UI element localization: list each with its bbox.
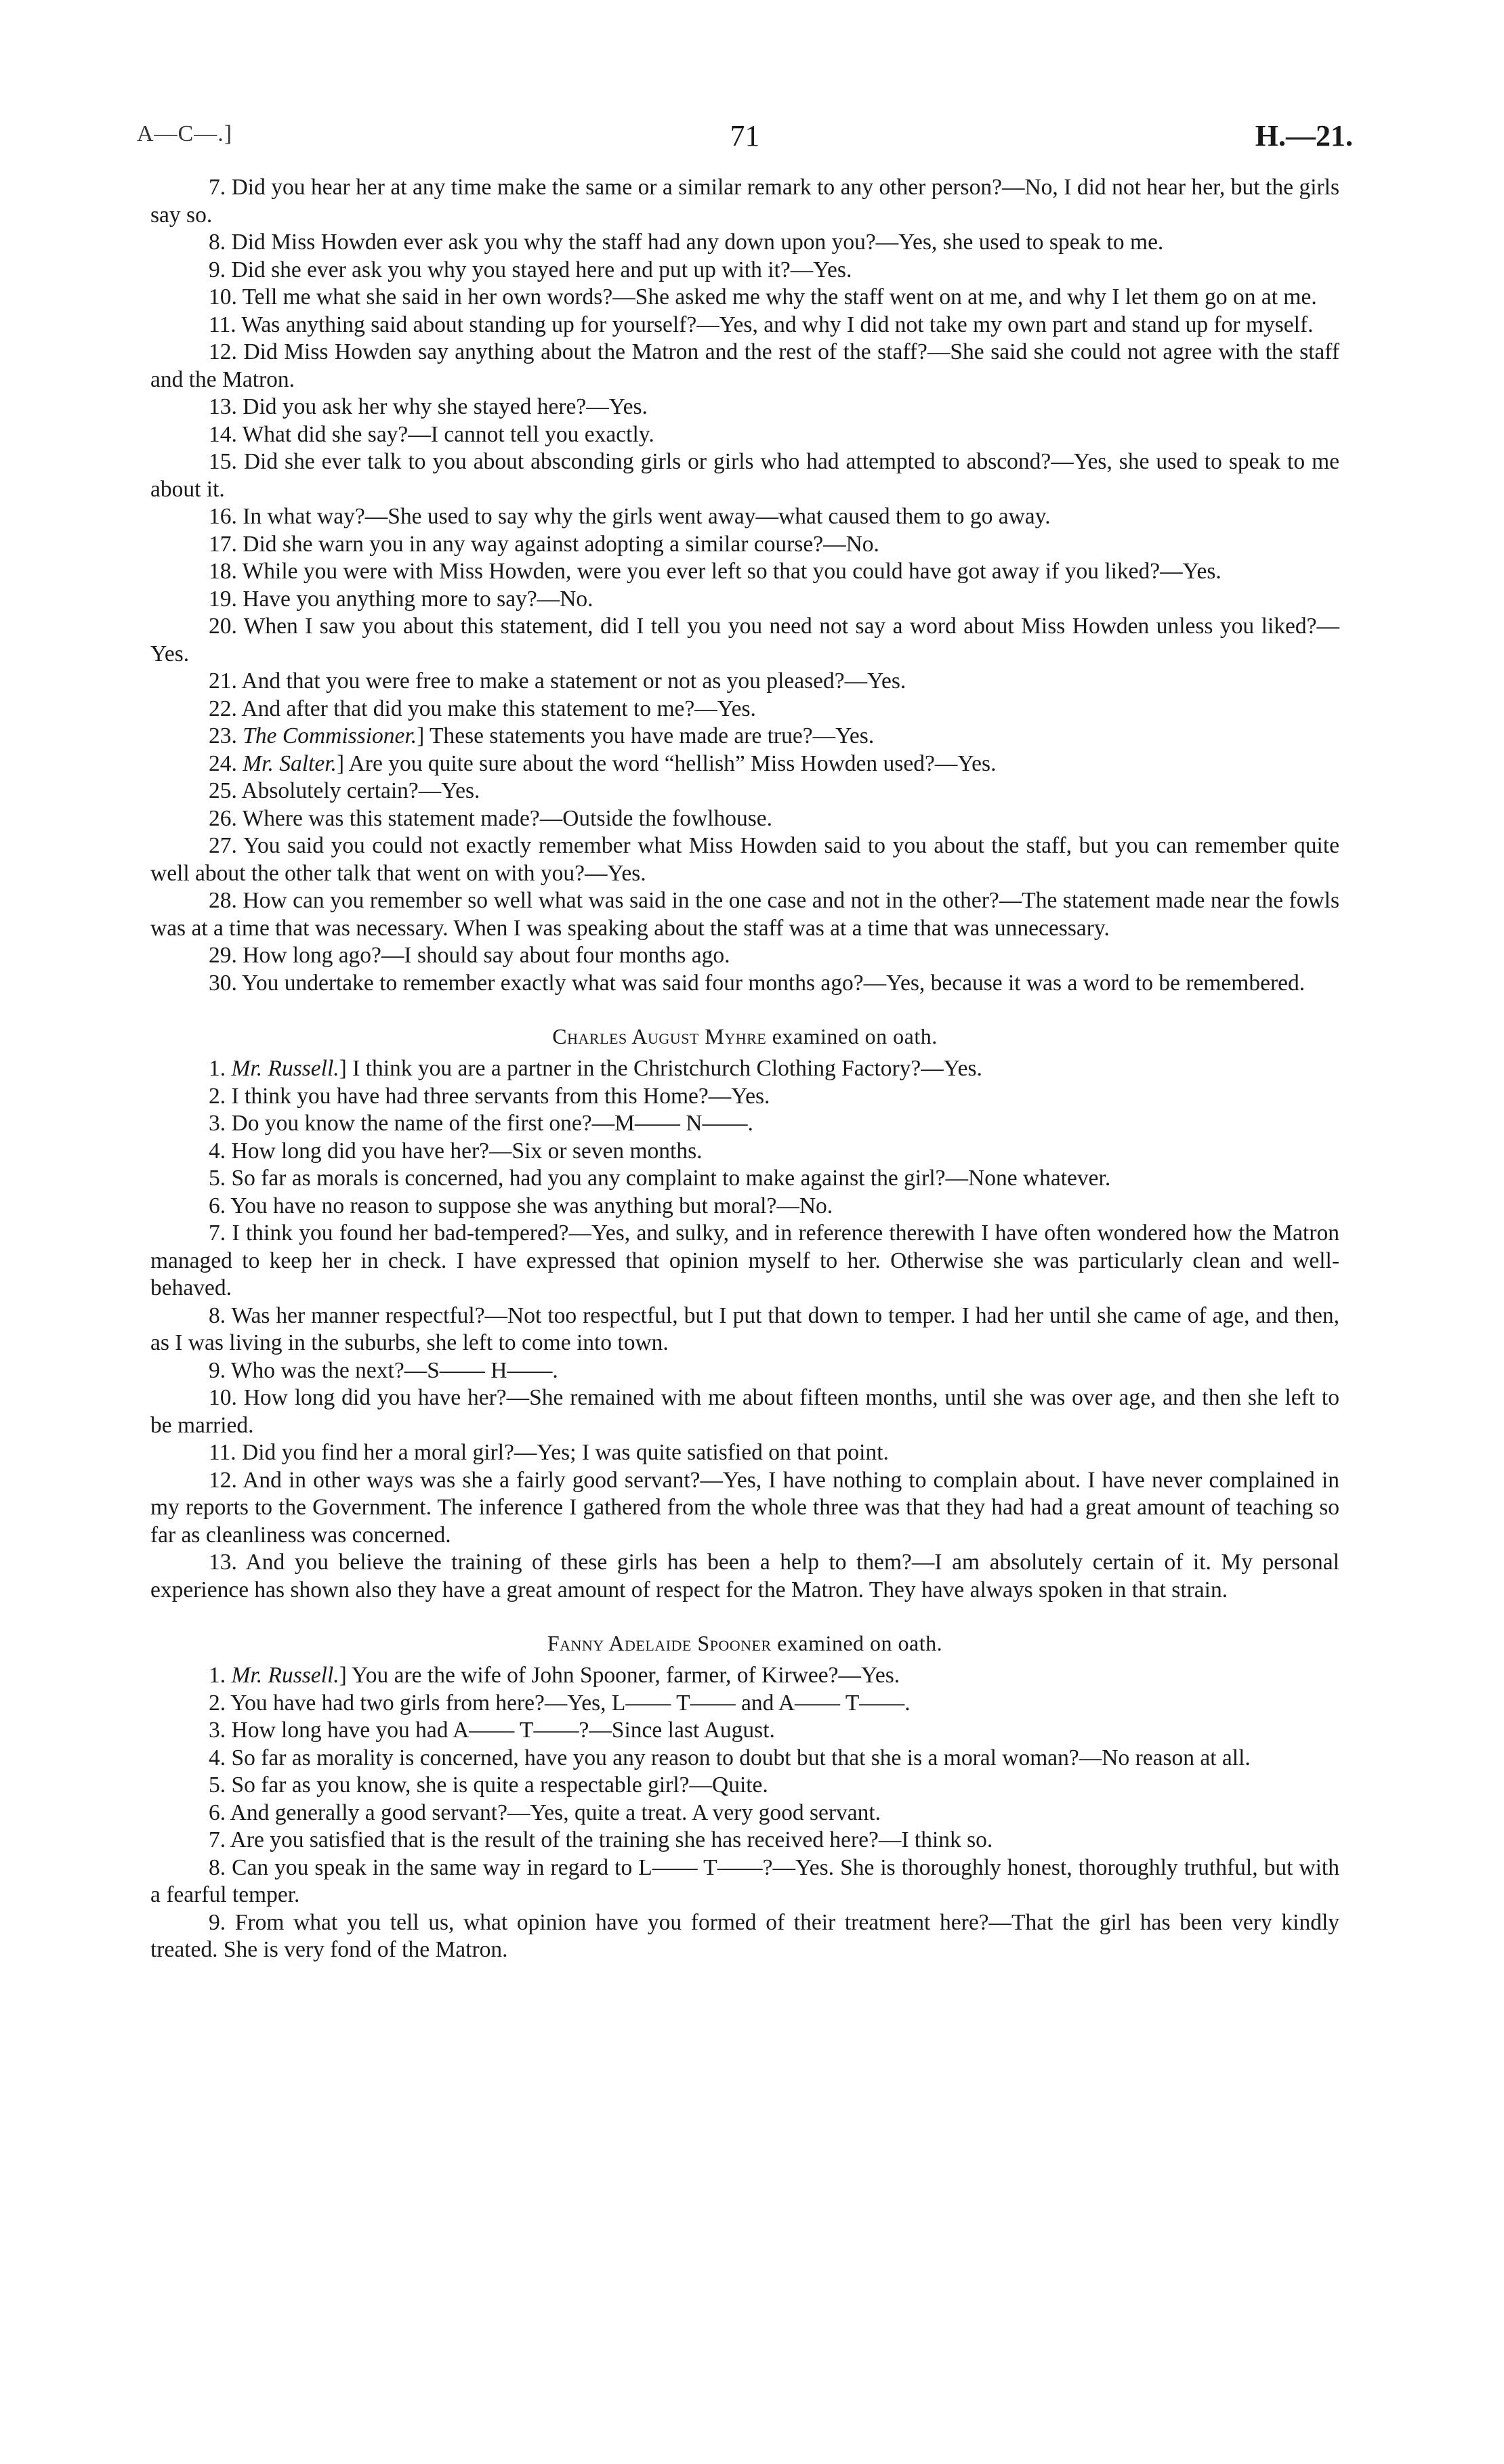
- question-answer: 12. Did Miss Howden say anything about the Matron and the rest of the staff?—She said she could not agree with the staff and the Matron.: [150, 339, 1339, 392]
- header-right: H.—21.: [1255, 119, 1353, 152]
- question-answer: 18. While you were with Miss Howden, were you ever left so that you could have got away if you liked?—Yes.: [209, 559, 1221, 584]
- question-answer: 11. Was anything said about standing up for yourself?—Yes, and why I did not take my own part and stand up for myself.: [209, 312, 1314, 337]
- question-number: 1.: [209, 1056, 226, 1081]
- question-answer: 30. You undertake to remember exactly what was said four months ago?—Yes, because it was a word to be remembered.: [209, 970, 1305, 996]
- question-answer: 27. You said you could not exactly remember what Miss Howden said to you about the staff, but you can remember quite well about the other talk that went on with you?—Yes.: [150, 833, 1339, 886]
- question-answer: 12. And in other ways was she a fairly good servant?—Yes, I have nothing to complain about. I have never complained in my reports to the Government. The inference I gathered from the whole three was that they had had a great amount of teaching so far as cleanliness was concerned.: [150, 1467, 1339, 1548]
- witness-name: Charles August Myhre: [552, 1024, 767, 1048]
- testimony-section-1: [150, 174, 1339, 997]
- question-answer: [150, 750, 1339, 778]
- witness-name: Fanny Adelaide Spooner: [547, 1631, 772, 1655]
- heading-suffix: examined on oath.: [766, 1024, 938, 1048]
- question-answer: 6. You have no reason to suppose she was anything but moral?—No.: [209, 1193, 833, 1218]
- question-number: 23.: [209, 723, 237, 748]
- testimony-section-2: [150, 1023, 1339, 1604]
- question-answer: 20. When I saw you about this statement, did I tell you you need not say a word about Miss Howden unless you liked?—Yes.: [150, 614, 1339, 666]
- question-answer: [150, 1662, 1339, 1690]
- question-text: ] These statements you have made are true?—Yes.: [417, 723, 875, 748]
- witness-heading: [150, 1023, 1339, 1050]
- question-text: ] You are the wife of John Spooner, farmer, of Kirwee?—Yes.: [339, 1663, 900, 1688]
- question-answer: 29. How long ago?—I should say about four months ago.: [209, 943, 730, 968]
- question-answer: 3. How long have you had A—— T——?—Since last August.: [209, 1718, 775, 1743]
- question-answer: 5. So far as morals is concerned, had you any complaint to make against the girl?—None whatever.: [209, 1166, 1111, 1191]
- question-number: 24.: [209, 750, 237, 776]
- question-answer: 2. I think you have had three servants from this Home?—Yes.: [209, 1083, 770, 1109]
- speaker-name: Mr. Salter.: [243, 750, 337, 776]
- question-answer: 8. Did Miss Howden ever ask you why the staff had any down upon you?—Yes, she used to speak to me.: [209, 230, 1164, 255]
- question-answer: 22. And after that did you make this statement to me?—Yes.: [209, 696, 756, 721]
- question-answer: 19. Have you anything more to say?—No.: [209, 586, 593, 612]
- question-answer: 15. Did she ever talk to you about absconding girls or girls who had attempted to abscond?—Yes, she used to speak to me about it.: [150, 449, 1339, 502]
- question-answer: 9. From what you tell us, what opinion have you formed of their treatment here?—That the girl has been very kindly treated. She is very fond of the Matron.: [150, 1909, 1339, 1962]
- question-answer: 5. So far as you know, she is quite a respectable girl?—Quite.: [209, 1772, 768, 1798]
- heading-suffix: examined on oath.: [771, 1631, 943, 1655]
- question-answer: 9. Did she ever ask you why you stayed here and put up with it?—Yes.: [209, 257, 852, 282]
- question-answer: 4. So far as morality is concerned, have you any reason to doubt but that she is a moral woman?—No reason at all.: [209, 1745, 1251, 1770]
- question-answer: 25. Absolutely certain?—Yes.: [209, 778, 480, 803]
- question-answer: 26. Where was this statement made?—Outside the fowlhouse.: [209, 805, 773, 831]
- question-answer: 7. I think you found her bad-tempered?—Yes, and sulky, and in reference therewith I have often wondered how the Matron managed to keep her in check. I have expressed that opinion myself to her. Otherwise she was particularly clean and well-behaved.: [150, 1220, 1339, 1300]
- speaker-name: Mr. Russell.: [231, 1056, 339, 1081]
- question-answer: 7. Are you satisfied that is the result of the training she has received here?—I think so.: [209, 1827, 993, 1852]
- question-answer: 10. How long did you have her?—She remained with me about fifteen months, until she was over age, and then she left to be married.: [150, 1385, 1339, 1438]
- question-answer: 11. Did you find her a moral girl?—Yes; I was quite satisfied on that point.: [209, 1440, 889, 1465]
- testimony-section-3: [150, 1630, 1339, 1964]
- question-answer: 8. Was her manner respectful?—Not too respectful, but I put that down to temper. I had her until she came of age, and then, as I was living in the suburbs, she left to come into town.: [150, 1302, 1339, 1355]
- witness-heading: [150, 1630, 1339, 1657]
- speaker-name: The Commissioner.: [243, 723, 417, 748]
- question-answer: 13. And you believe the training of these girls has been a help to them?—I am absolutely certain of it. My personal experience has shown also they have a great amount of respect for the Matron. They have always spoken in that strain.: [150, 1550, 1339, 1602]
- question-text: ] Are you quite sure about the word “hellish” Miss Howden used?—Yes.: [336, 750, 997, 776]
- question-answer: 16. In what way?—She used to say why the girls went away—what caused them to go away.: [209, 504, 1051, 529]
- header-left: A—C—.]: [137, 121, 233, 146]
- question-answer: 8. Can you speak in the same way in regard to L—— T——?—Yes. She is thoroughly honest, thoroughly truthful, but with a fearful temper.: [150, 1854, 1339, 1907]
- question-answer: 14. What did she say?—I cannot tell you exactly.: [209, 421, 654, 447]
- page-header: [137, 119, 1353, 159]
- question-number: 1.: [209, 1663, 226, 1688]
- question-answer: 6. And generally a good servant?—Yes, quite a treat. A very good servant.: [209, 1800, 881, 1825]
- question-answer: 17. Did she warn you in any way against adopting a similar course?—No.: [209, 531, 879, 557]
- document-page: [137, 119, 1353, 1964]
- question-answer: 3. Do you know the name of the first one?—M—— N——.: [209, 1111, 753, 1136]
- question-answer: 13. Did you ask her why she stayed here?—Yes.: [209, 394, 648, 419]
- question-answer: 21. And that you were free to make a statement or not as you pleased?—Yes.: [209, 668, 906, 694]
- question-answer: 7. Did you hear her at any time make the same or a similar remark to any other person?—No, I did not hear her, but the girls say so.: [150, 175, 1339, 228]
- question-answer: 28. How can you remember so well what was said in the one case and not in the other?—The statement made near the fowls was at a time that was necessary. When I was speaking about the staff was at a time that was unnecessary.: [150, 888, 1339, 941]
- question-answer: 2. You have had two girls from here?—Yes, L—— T—— and A—— T——.: [209, 1690, 911, 1716]
- question-answer: [150, 1055, 1339, 1083]
- question-answer: 4. How long did you have her?—Six or seven months.: [209, 1138, 703, 1164]
- question-answer: 9. Who was the next?—S—— H——.: [209, 1357, 558, 1383]
- question-answer: 10. Tell me what she said in her own words?—She asked me why the staff went on at me, and why I let them go on at me.: [209, 284, 1317, 310]
- page-number: 71: [730, 119, 760, 152]
- speaker-name: Mr. Russell.: [231, 1663, 339, 1688]
- question-answer: [150, 723, 1339, 750]
- question-text: ] I think you are a partner in the Christchurch Clothing Factory?—Yes.: [339, 1056, 982, 1081]
